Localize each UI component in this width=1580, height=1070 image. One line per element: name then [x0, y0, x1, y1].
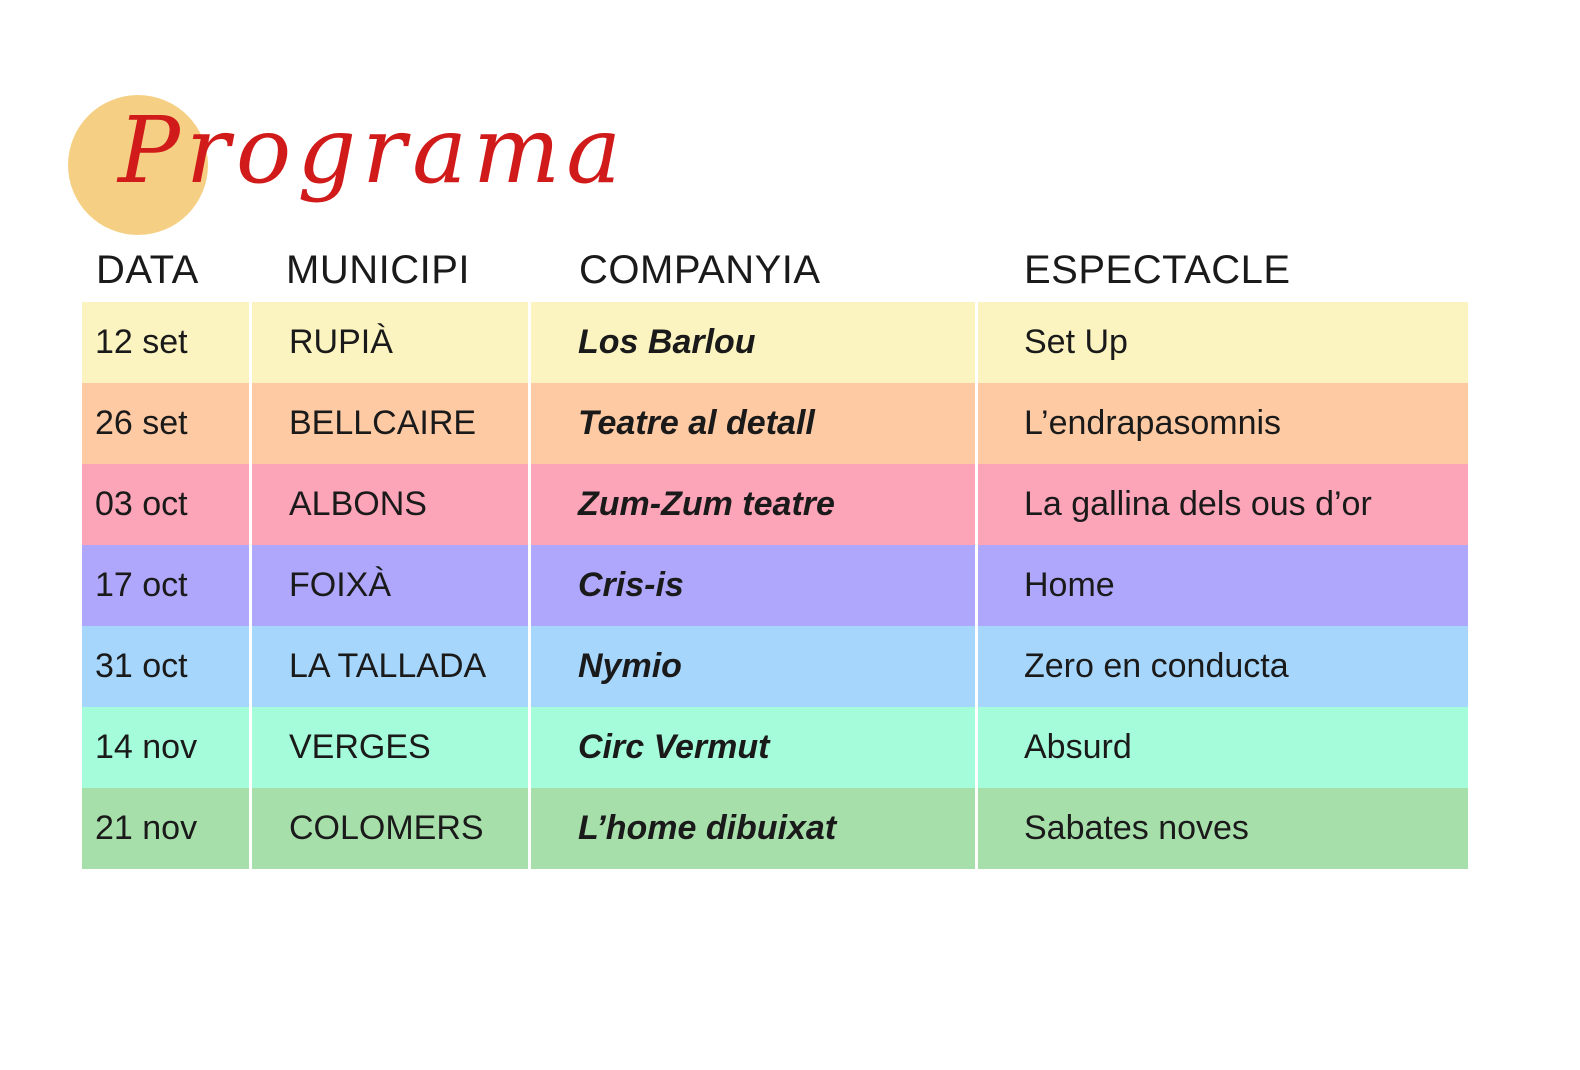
cell-date: 26 set	[82, 383, 249, 464]
table-row	[82, 383, 1468, 464]
cell-municipi: VERGES	[252, 707, 528, 788]
cell-espectacle: Sabates noves	[978, 788, 1468, 869]
header-municipi: MUNICIPI	[286, 248, 470, 292]
cell-companyia: Nymio	[531, 626, 975, 707]
cell-companyia: Cris-is	[531, 545, 975, 626]
cell-espectacle: La gallina dels ous d’or	[978, 464, 1468, 545]
cell-date: 17 oct	[82, 545, 249, 626]
cell-espectacle: Absurd	[978, 707, 1468, 788]
cell-companyia: Zum-Zum teatre	[531, 464, 975, 545]
table-row	[82, 626, 1468, 707]
header-data: DATA	[96, 248, 199, 292]
table-row	[82, 707, 1468, 788]
cell-companyia: Los Barlou	[531, 302, 975, 383]
cell-date: 03 oct	[82, 464, 249, 545]
table-row	[82, 464, 1468, 545]
table-row	[82, 788, 1468, 869]
cell-espectacle: Zero en conducta	[978, 626, 1468, 707]
title-area	[68, 95, 628, 240]
table-header	[0, 240, 1580, 300]
cell-municipi: FOIXÀ	[252, 545, 528, 626]
cell-municipi: ALBONS	[252, 464, 528, 545]
cell-companyia: L’home dibuixat	[531, 788, 975, 869]
table-row	[82, 302, 1468, 383]
header-companyia: COMPANYIA	[579, 248, 821, 292]
cell-espectacle: Set Up	[978, 302, 1468, 383]
cell-date: 12 set	[82, 302, 249, 383]
program-table	[82, 302, 1468, 869]
cell-municipi: LA TALLADA	[252, 626, 528, 707]
table-row	[82, 545, 1468, 626]
cell-companyia: Circ Vermut	[531, 707, 975, 788]
header-espectacle: ESPECTACLE	[1024, 248, 1291, 292]
cell-date: 14 nov	[82, 707, 249, 788]
page-title: Programa	[118, 97, 628, 204]
cell-espectacle: Home	[978, 545, 1468, 626]
cell-date: 21 nov	[82, 788, 249, 869]
cell-municipi: BELLCAIRE	[252, 383, 528, 464]
cell-espectacle: L’endrapasomnis	[978, 383, 1468, 464]
cell-municipi: COLOMERS	[252, 788, 528, 869]
cell-date: 31 oct	[82, 626, 249, 707]
cell-municipi: RUPIÀ	[252, 302, 528, 383]
cell-companyia: Teatre al detall	[531, 383, 975, 464]
